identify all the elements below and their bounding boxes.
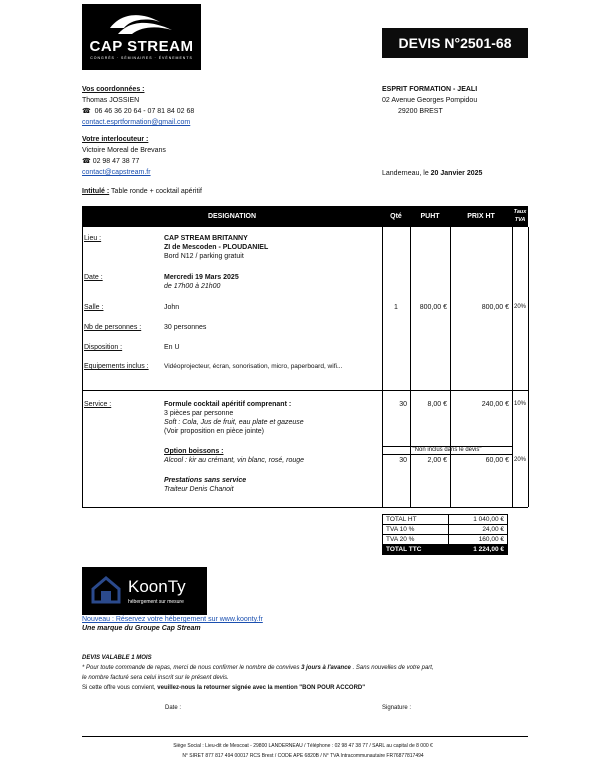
persons-value: 30 personnes	[164, 324, 207, 331]
conditions-line3	[82, 683, 434, 693]
col-qty: Qté	[390, 213, 402, 220]
house-icon	[90, 575, 122, 605]
total-label: TVA 10 %	[383, 525, 449, 535]
col-puht: PUHT	[420, 213, 440, 220]
table-body	[82, 227, 528, 507]
option-tva: 20%	[513, 457, 526, 463]
koonty-link[interactable]: Nouveau : Réservez votre hébergement sur www.koonty.fr	[82, 616, 263, 623]
recipient-address1: 02 Avenue Georges Pompidou	[382, 97, 478, 104]
option-prix: 60,00 €	[485, 457, 509, 464]
client-block	[82, 84, 194, 178]
conditions-l3b: veuillez-nous la retourner signée avec la mention "BON POUR ACCORD"	[157, 685, 366, 691]
date-signature-label: Date :	[165, 705, 182, 711]
total-value: 1 224,00 €	[449, 545, 508, 555]
conditions-line1	[82, 663, 434, 673]
presta-title: Prestations sans service	[164, 477, 247, 484]
col-prix-ht: PRIX HT	[467, 213, 495, 220]
total-value: 24,00 €	[449, 525, 508, 535]
dispo-label: Disposition :	[84, 344, 123, 351]
option-desc: Alcool : kir au crémant, vin blanc, rosé, rouge	[164, 457, 305, 464]
not-included-note: "Non inclus dans le devis"	[412, 447, 482, 453]
contact-name: Victoire Moreal de Brevans	[82, 147, 166, 154]
total-value: 160,00 €	[449, 535, 508, 545]
conditions-line2: le nombre facturé sera celui inscrit sur le présent devis.	[82, 675, 229, 681]
conditions-title: DEVIS VALABLE 1 MOIS	[82, 655, 152, 661]
total-label: TVA 20 %	[383, 535, 449, 545]
signature-label: Signature :	[382, 705, 412, 711]
col-tva: Taux TVA	[513, 209, 527, 223]
service-l1: 3 pièces par personne	[164, 410, 234, 417]
total-value: 1 040,00 €	[449, 515, 508, 525]
col-designation: DESIGNATION	[207, 213, 257, 220]
dispo-value: En U	[164, 344, 180, 351]
client-label: Vos coordonnées :	[82, 86, 145, 93]
service-l2: Soft : Cola, Jus de fruit, eau plate et gazeuse	[164, 419, 304, 426]
contact-label: Votre interlocuteur :	[82, 136, 149, 143]
total-label: TOTAL HT	[383, 515, 449, 525]
equip-label: Equipements inclus :	[84, 363, 149, 370]
lieu-name: CAP STREAM BRITANNY	[164, 235, 248, 242]
koonty-tagline: hébergement sur mesure	[128, 599, 184, 605]
table-header	[82, 206, 528, 227]
lieu-zone: ZI de Mescoden - PLOUDANIEL	[164, 244, 269, 251]
client-phones-row	[82, 106, 194, 117]
contact-phone: 02 98 47 38 77	[92, 158, 140, 165]
date-hours: de 17h00 à 21h00	[164, 283, 221, 290]
quote-date: 20 Janvier 2025	[430, 170, 483, 177]
koonty-brand: KoonTy	[128, 577, 186, 596]
intitule-value: Table ronde + cocktail apéritif	[111, 188, 202, 195]
phone-icon: ☎	[82, 108, 91, 115]
total-row	[383, 515, 508, 525]
presta-desc: Traiteur Denis Chanoit	[164, 486, 234, 493]
salle-puht: 800,00 €	[419, 304, 447, 311]
salle-prix: 800,00 €	[481, 304, 509, 311]
service-tva: 10%	[513, 401, 526, 407]
total-row	[383, 525, 508, 535]
option-title: Option boissons :	[164, 448, 224, 455]
recipient-block	[382, 84, 477, 117]
place-date-prefix: Landerneau, le	[382, 170, 431, 177]
contact-phone-row	[82, 156, 194, 167]
option-puht: 2,00 €	[427, 457, 447, 464]
option-qty: 30	[399, 457, 407, 464]
koonty-logo	[82, 567, 207, 615]
place-date	[382, 168, 482, 179]
devis-title: DEVIS N°2501-68	[382, 28, 528, 58]
lieu-access: Bord N12 / parking gratuit	[164, 253, 244, 260]
service-prix: 240,00 €	[481, 401, 509, 408]
conditions-l1b: 3 jours à l'avance	[301, 665, 351, 671]
service-l3: (Voir proposition en pièce jointe)	[164, 428, 265, 435]
salle-qty: 1	[394, 304, 398, 311]
lieu-label: Lieu :	[84, 235, 102, 242]
salle-label: Salle :	[84, 304, 104, 311]
service-title: Formule cocktail apéritif comprenant :	[164, 401, 292, 408]
footer-line2: N° SIRET 877 817 494 00017 RCS Brest / CODE APE 6820B / N° TVA Intracommunautaire FR76877817494	[182, 753, 424, 759]
logo-tagline: CONGRÈS · SÉMINAIRES · ÉVÉNEMENTS	[90, 56, 193, 60]
persons-label: Nb de personnes :	[84, 324, 142, 331]
total-label: TOTAL TTC	[383, 545, 449, 555]
date-value: Mercredi 19 Mars 2025	[164, 274, 239, 281]
service-qty: 30	[399, 401, 407, 408]
service-label: Service :	[84, 401, 112, 408]
date-label: Date :	[84, 274, 103, 281]
client-name: Thomas JOSSIEN	[82, 97, 140, 104]
intitule	[82, 186, 202, 197]
conditions-block	[82, 653, 434, 693]
contact-email-link[interactable]: contact@capstream.fr	[82, 169, 151, 176]
logo-name: CAP STREAM	[89, 38, 194, 55]
conditions-l3a: Si cette offre vous convient,	[82, 685, 158, 691]
cap-stream-logo	[82, 4, 201, 70]
total-row-ttc	[383, 545, 508, 555]
intitule-label: Intitulé :	[82, 188, 110, 195]
conditions-l1a: * Pour toute commande de repas, merci de nous confirmer le nombre de convives	[82, 665, 302, 671]
conditions-l1c: . Sans nouvelles de votre part,	[350, 665, 434, 671]
recipient-company: ESPRIT FORMATION - JEALI	[382, 86, 478, 93]
phone-icon: ☎	[82, 158, 91, 165]
client-phones: 06 46 36 20 64 - 07 81 84 02 68	[94, 108, 195, 115]
koonty-group: Une marque du Groupe Cap Stream	[82, 625, 201, 632]
service-puht: 8,00 €	[427, 401, 447, 408]
wave-icon	[102, 10, 182, 38]
totals-table	[382, 514, 508, 555]
footer-line1: Siège Social : Lieu-dit de Mescoat - 29800 LANDERNEAU / Téléphone : 02 98 47 38 77 / SARL au capital de 8 000 €	[173, 743, 433, 749]
recipient-address2: 29200 BREST	[398, 108, 443, 115]
equip-value: Vidéoprojecteur, écran, sonorisation, micro, paperboard, wifi...	[164, 363, 343, 370]
total-row	[383, 535, 508, 545]
client-email-link[interactable]: contact.esprtformation@gmail.com	[82, 119, 191, 126]
salle-tva: 20%	[513, 304, 526, 310]
salle-value: John	[164, 304, 180, 311]
